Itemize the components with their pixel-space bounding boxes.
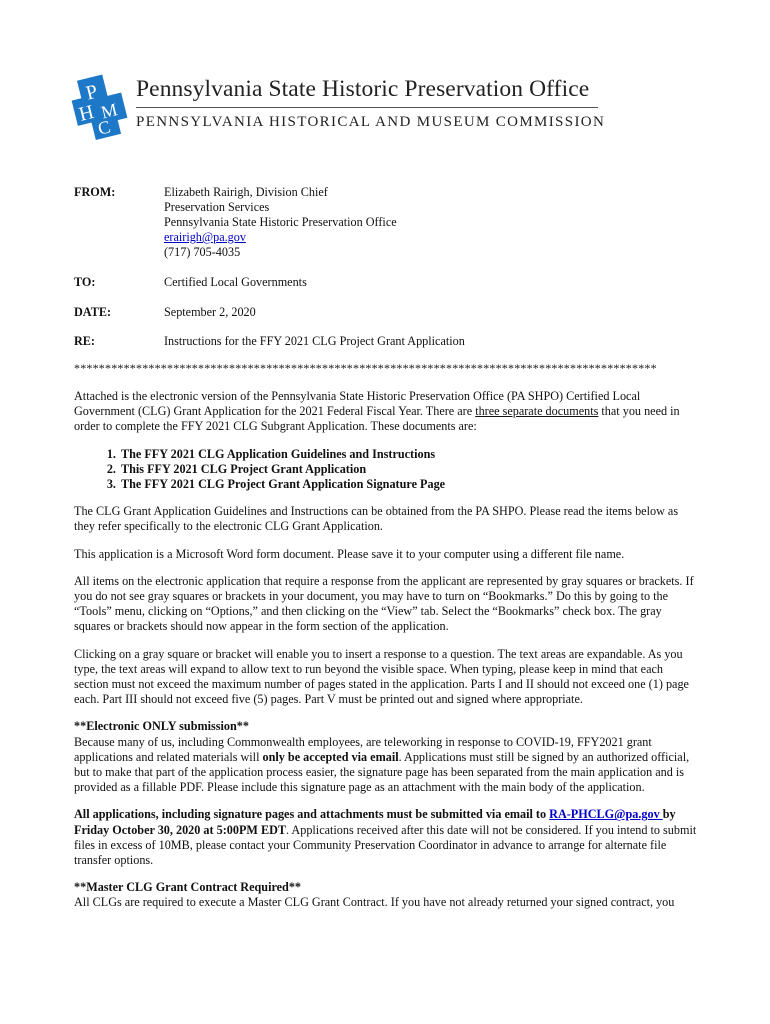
from-phone: (717) 705-4035	[164, 245, 241, 259]
list-item: 1. The FFY 2021 CLG Application Guidelines and Instructions	[119, 447, 700, 462]
logo-letter-m: M	[99, 99, 120, 123]
re-label: RE:	[74, 334, 95, 348]
master-contract-paragraph: **Master CLG Grant Contract Required** All CLGs are required to execute a Master CLG Grant Contract. If you have not already returned your signed contract, you	[74, 880, 675, 910]
from-label: FROM:	[74, 185, 116, 199]
bookmarks-paragraph: All items on the electronic application that require a response from the applicant are represented by gray squares or brackets. If you do not see gray squares or brackets in your document, you may have to turn on “Bookmarks.” Do this by going to the “Tools” menu, clicking on “Options,” and then clicking on the “View” tab. Select the “Bookmarks” check box. The gray squares or brackets should now appear in the form section of the application.	[74, 573, 694, 634]
org-subtitle: PENNSYLVANIA HISTORICAL AND MUSEUM COMMISSION	[136, 114, 606, 130]
from-office: Pennsylvania State Historic Preservation Office	[164, 215, 397, 229]
separator-line: **********************************************************************************************	[74, 361, 657, 375]
date-label: DATE:	[74, 305, 112, 319]
guidelines-paragraph: The CLG Grant Application Guidelines and Instructions can be obtained from the PA SHPO. Please read the items below as they refer specifically to the electronic CLG Grant Application.	[74, 504, 679, 534]
header-rule	[136, 107, 598, 108]
logo-letter-h: H	[76, 101, 97, 126]
date-value: September 2, 2020	[164, 305, 256, 319]
to-value: Certified Local Governments	[164, 275, 307, 289]
submission-email-link[interactable]: RA-PHCLG@pa.gov	[549, 807, 663, 822]
master-heading: **Master CLG Grant Contract Required**	[74, 880, 302, 895]
electronic-submission-paragraph: **Electronic ONLY submission** Because many of us, including Commonwealth employees, are teleworking in response to COVID-19, FFY2021 grant applications and related materials will only be accepted via email. Applications must still be signed by an authorized official, but to make that part of the application process easier, the signature page has been separated from the main application and is provided as a fillable PDF. Please include this signature page as an attachment with the main body of the application.	[74, 719, 690, 795]
org-title: Pennsylvania State Historic Preservation Office	[136, 76, 590, 102]
from-name: Elizabeth Rairigh, Division Chief	[164, 185, 328, 199]
list-item: 2. This FFY 2021 CLG Project Grant Application	[119, 462, 700, 477]
list-item: 3. The FFY 2021 CLG Project Grant Application Signature Page	[119, 477, 700, 492]
memo-body	[74, 389, 700, 923]
phmc-logo-icon	[70, 74, 130, 140]
from-department: Preservation Services	[164, 200, 270, 214]
logo-letter-p: P	[83, 80, 100, 105]
deadline-paragraph: All applications, including signature pages and attachments must be submitted via email to RA-PHCLG@pa.gov by Friday October 30, 2020 at 5:00PM EDT. Applications received after this date will not be considered. If you intend to submit files in excess of 10MB, please contact your Community Preservation Coordinator in advance to arrange for alternate file transfer options.	[74, 807, 697, 868]
from-email-link[interactable]: erairigh@pa.gov	[164, 230, 246, 244]
re-value: Instructions for the FFY 2021 CLG Project Grant Application	[164, 334, 465, 348]
from-block	[164, 185, 397, 260]
expandable-paragraph: Clicking on a gray square or bracket will enable you to insert a response to a question. The text areas are expandable. As you type, the text areas will expand to allow text to run beyond the visible space. When typing, please keep in mind that each section must not exceed the maximum number of pages stated in the application. Parts I and II should not exceed one (1) page each. Part III should not exceed five (5) pages. Part V must be printed out and signed where appropriate.	[74, 646, 689, 707]
word-form-paragraph: This application is a Microsoft Word form document. Please save it to your computer using a different file name.	[74, 546, 625, 561]
electronic-heading: **Electronic ONLY submission**	[74, 719, 249, 734]
documents-list	[74, 447, 700, 493]
to-label: TO:	[74, 275, 96, 289]
logo-letter-c: C	[95, 116, 113, 139]
intro-paragraph: Attached is the electronic version of the Pennsylvania State Historic Preservation Office (PA SHPO) Certified Local Government (CLG) Grant Application for the 2021 Federal Fiscal Year. There are three separate documents that you need in order to complete the FFY 2021 CLG Subgrant Application. These documents are:	[74, 389, 680, 434]
